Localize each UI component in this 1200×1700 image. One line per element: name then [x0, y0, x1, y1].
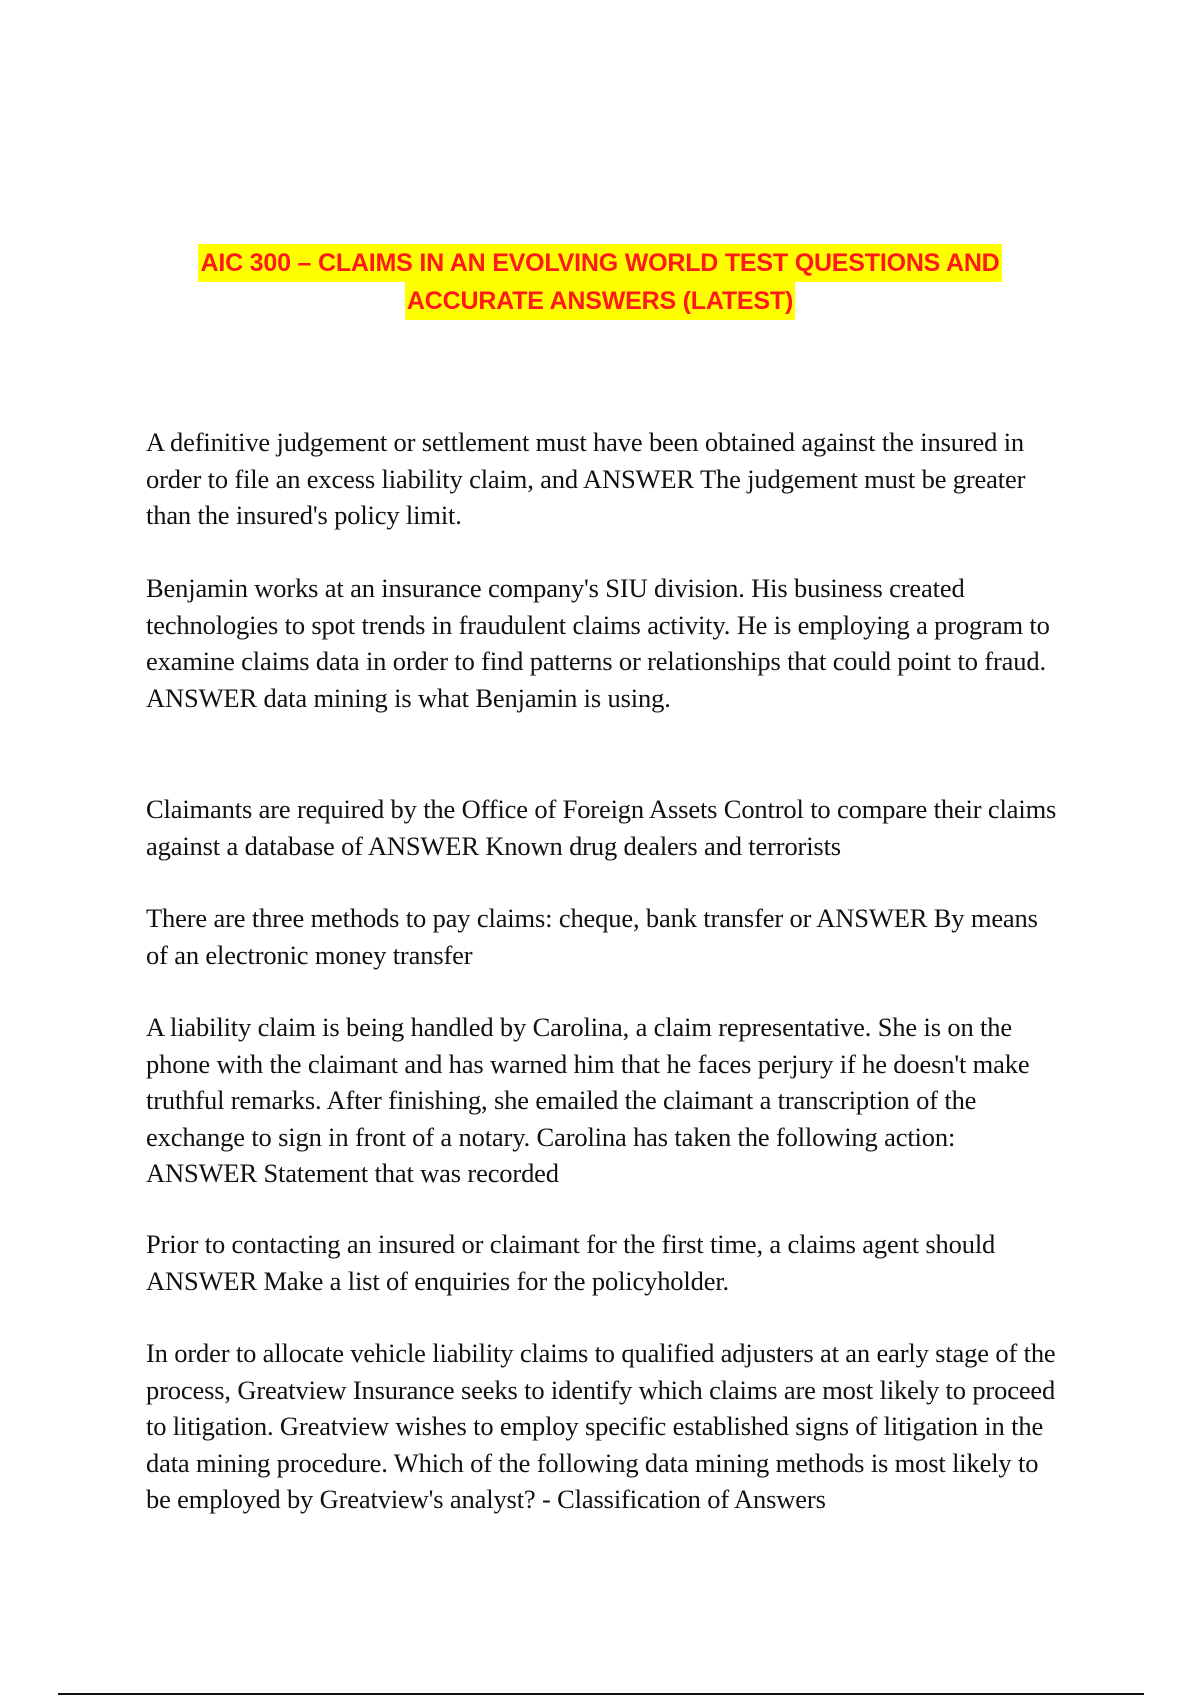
title-line-1: AIC 300 – CLAIMS IN AN EVOLVING WORLD TEST QUESTIONS AND [198, 244, 1001, 282]
qa-item-1: A definitive judgement or settlement must have been obtained against the insured in order to file an excess liability claim, and ANSWER The judgement must be greater than the insured's policy limit. [146, 427, 1026, 531]
title-line-2: ACCURATE ANSWERS (LATEST) [405, 282, 795, 320]
qa-item-4: There are three methods to pay claims: cheque, bank transfer or ANSWER By means of an electronic money transfer [146, 903, 1038, 970]
qa-item-6: Prior to contacting an insured or claimant for the first time, a claims agent should ANSWER Make a list of enquiries for the policyholder. [146, 1229, 996, 1296]
document-title [100, 244, 1100, 320]
qa-item-7: In order to allocate vehicle liability claims to qualified adjusters at an early stage of the process, Greatview Insurance seeks to identify which claims are most likely to proceed to litigation. Greatview wishes to employ specific established signs of litigation in the data mining procedure. Which of the following data mining methods is most likely to be employed by Greatview's analyst? - Classification of Answers [146, 1338, 1056, 1515]
footer-rule [58, 1693, 1144, 1695]
qa-item-5: A liability claim is being handled by Carolina, a claim representative. She is on the phone with the claimant and has warned him that he faces perjury if he doesn't make truthful remarks. After finishing, she emailed the claimant a transcription of the exchange to sign in front of a notary. Carolina has taken the following action: ANSWER Statement that was recorded [146, 1012, 1030, 1189]
qa-item-3: Claimants are required by the Office of Foreign Assets Control to compare their claims against a database of ANSWER Known drug dealers and terrorists [146, 794, 1057, 861]
qa-item-2: Benjamin works at an insurance company's SIU division. His business created technologies to spot trends in fraudulent claims activity. He is employing a program to examine claims data in order to find patterns or relationships that could point to fraud. ANSWER data mining is what Benjamin is using. [146, 573, 1050, 713]
